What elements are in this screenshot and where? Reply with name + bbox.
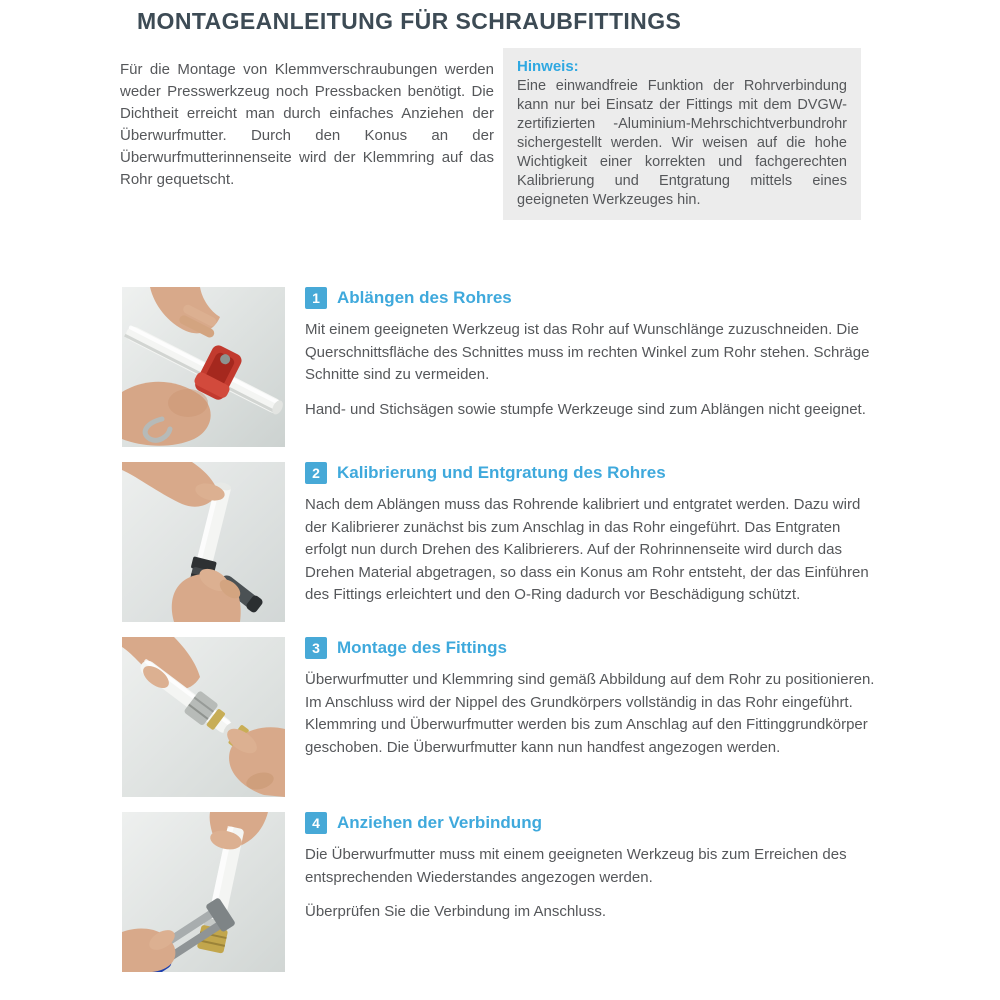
step-2-header [305, 462, 878, 484]
step-4-paragraph-2: Überprüfen Sie die Verbindung im Anschluss. [305, 903, 607, 920]
step-3-photo [122, 637, 285, 797]
page-title: MONTAGEANLEITUNG FÜR SCHRAUBFITTINGS [137, 8, 682, 34]
note-label: Hinweis: [517, 58, 579, 75]
step-4-body [305, 812, 878, 972]
step-1-paragraph-2: Hand- und Stichsägen sowie stumpfe Werkzeuge sind zum Ablängen nicht geeignet. [305, 400, 866, 418]
step-1-header [305, 287, 878, 309]
step-4-photo [122, 812, 285, 972]
step-1-number-badge: 1 [305, 287, 327, 309]
calibration-illustration [122, 462, 285, 622]
note-box [503, 48, 861, 220]
step-4 [122, 812, 878, 972]
step-2-paragraph-1: Nach dem Ablängen muss das Rohrende kalibriert und entgratet werden. Dazu wird der Kalibrierer zunächst bis zum Anschlag in das Rohr eingeführt. Das Entgraten erfolgt nun durch Drehen des Kalibrierers. Auf der Rohrinnenseite wird durch das Drehen Material abgetragen, so dass ein Konus am Rohr entsteht, der das Einführen des Fittings erleichtert und den O-Ring dadurch vor Beschädigung schützt. [305, 496, 869, 603]
pipe-cutting-illustration [122, 287, 285, 447]
step-1-body [305, 287, 878, 447]
fist-shading [168, 389, 208, 417]
step-3-body [305, 637, 878, 797]
step-1-paragraph-1: Mit einem geeigneten Werkzeug ist das Rohr auf Wunschlänge zuzuschneiden. Die Querschnittsfläche des Schnittes muss im rechten Winkel zum Rohr stehen. Schräge Schnitte sind zu vermeiden. [305, 321, 870, 383]
step-3-title: Montage des Fittings [337, 638, 507, 657]
step-2-number-badge: 2 [305, 462, 327, 484]
intro-paragraph: Für die Montage von Klemmverschraubungen werden weder Presswerkzeug noch Pressbacken benötigt. Die Dichtheit erreicht man durch einfaches Anziehen der Überwurfmutter. Durch den Konus an der Überwurfmutterinnenseite wird der Klemmring auf das Rohr gequetscht. [120, 61, 494, 188]
step-2-body [305, 462, 878, 622]
step-2 [122, 462, 878, 622]
step-1 [122, 287, 878, 447]
step-3-paragraph-1: Überwurfmutter und Klemmring sind gemäß Abbildung auf dem Rohr zu positionieren. Im Anschluss wird der Nippel des Grundkörpers vollständig in das Rohr eingeführt. Klemmring und Überwurfmutter werden bis zum Anschlag auf den Fittinggrundkörper geschoben. Die Überwurfmutter kann nun handfest angezogen werden. [305, 671, 875, 756]
step-3-number-badge: 3 [305, 637, 327, 659]
step-1-title: Ablängen des Rohres [337, 288, 512, 307]
step-4-title: Anziehen der Verbindung [337, 813, 542, 832]
step-1-photo [122, 287, 285, 447]
step-4-number-badge: 4 [305, 812, 327, 834]
step-4-paragraph-1: Die Überwurfmutter muss mit einem geeigneten Werkzeug bis zum Erreichen des entsprechenden Wiederstandes angezogen werden. [305, 846, 847, 886]
step-3 [122, 637, 878, 797]
step-4-header [305, 812, 878, 834]
step-2-photo [122, 462, 285, 622]
fitting-assembly-illustration [122, 637, 285, 797]
tightening-illustration [122, 812, 285, 972]
step-3-header [305, 637, 878, 659]
step-2-title: Kalibrierung und Entgratung des Rohres [337, 463, 666, 482]
note-text: Eine einwandfreie Funktion der Rohrverbindung kann nur bei Einsatz der Fittings mit dem DVGW-zertifizierten -Aluminium-Mehrschichtverbundrohr sichergestellt werden. Wir weisen auf die hohe Wichtigkeit einer korrekten und fachgerechten Kalibrierung und Entgratung mittels eines geeigneten Werkzeuges hin. [517, 78, 847, 208]
